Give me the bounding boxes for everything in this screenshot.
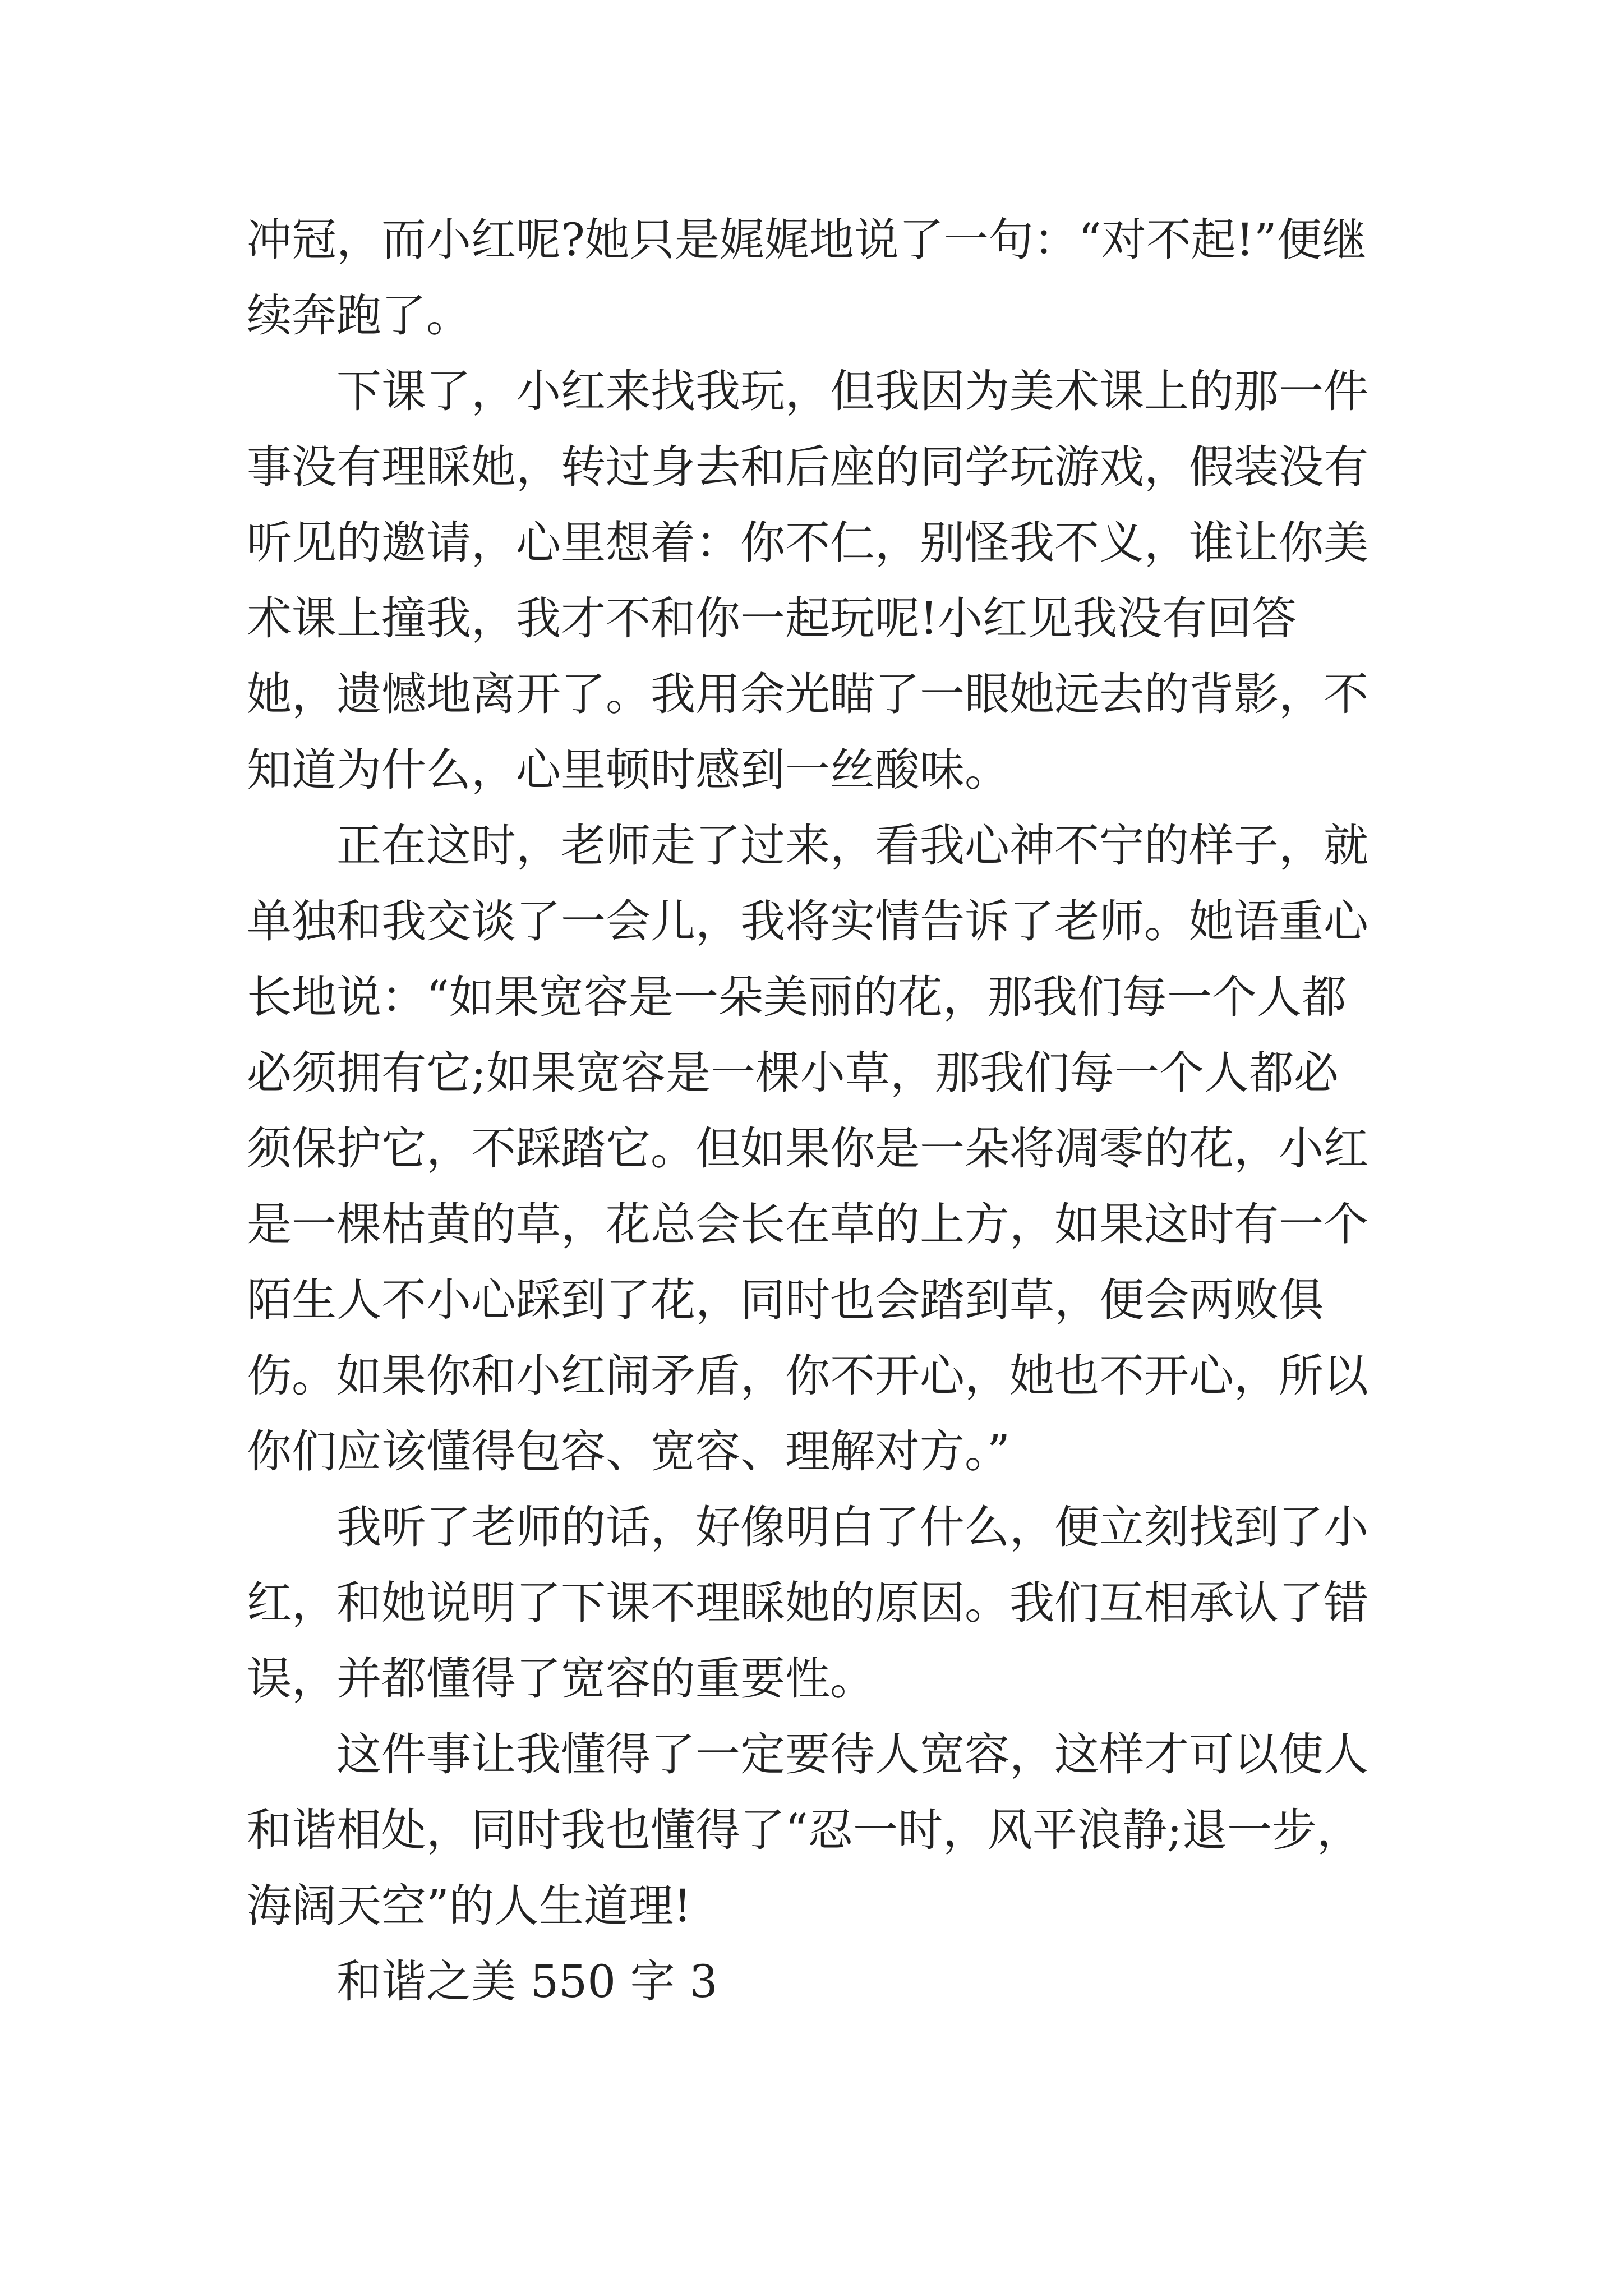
paragraph-1: 冲冠，而小红呢?她只是娓娓地说了一句：“对不起!”便继续奔跑了。 xyxy=(247,214,1367,342)
section-heading: 和谐之美 550 字 3 xyxy=(336,1955,718,2008)
paragraph-3: 正在这时，老师走了过来，看我心神不宁的样子，就单独和我交谈了一会儿，我将实情告诉了老师。她语重心长地说：“如果宽容是一朵美丽的花，那我们每一个人都必须拥有它;如果宽容是一棵小草，那我们每一个人都必须保护它，不踩踏它。但如果你是一朵将凋零的花，小红是一棵枯黄的草，花总会长在草的上方，如果这时有一个陌生人不小心踩到了花，同时也会踏到草，便会两败俱伤。如果你和小红闹矛盾，你不开心，她也不开心，所以你们应该懂得包容、宽容、理解对方。” xyxy=(247,820,1368,1478)
paragraph-4: 我听了老师的话，好像明白了什么，便立刻找到了小红，和她说明了下课不理睬她的原因。我们互相承认了错误，并都懂得了宽容的重要性。 xyxy=(247,1501,1368,1705)
paragraph-5: 这件事让我懂得了一定要待人宽容，这样才可以使人和谐相处，同时我也懂得了“忍一时，风平浪静;退一步，海阔天空”的人生道理! xyxy=(247,1728,1368,1932)
document-body xyxy=(247,202,1380,2019)
paragraph-2: 下课了，小红来找我玩，但我因为美术课上的那一件事没有理睬她，转过身去和后座的同学玩游戏，假装没有听见的邀请，心里想着：你不仁，别怪我不义，谁让你美术课上撞我，我才不和你一起玩呢!小红见我没有回答她，遗憾地离开了。我用余光瞄了一眼她远去的背影，不知道为什么，心里顿时感到一丝酸味。 xyxy=(247,365,1368,796)
